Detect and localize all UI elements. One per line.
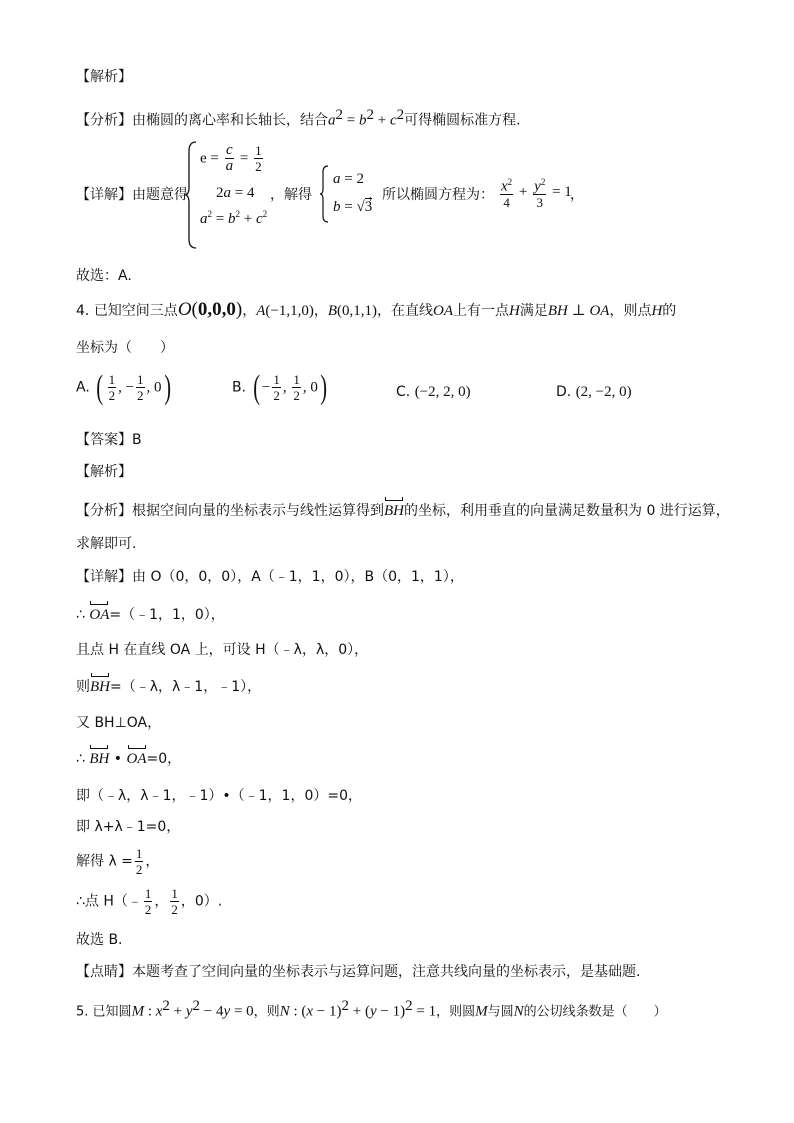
step-5: 又 BH⊥OA， <box>76 715 162 731</box>
q4-number: 4. <box>76 303 90 319</box>
detail-tag: 【详解】 <box>76 187 132 203</box>
step-text: 由 O（0，0，0），A（﹣1，1，0），B（0，1，1）， <box>132 569 464 585</box>
step-text: =0， <box>146 751 182 767</box>
sol-a: a = 2 <box>333 171 364 187</box>
step-text: 则 <box>76 679 90 695</box>
q4-stem: 4. 已知空间三点O(0,0,0)，A(−1,1,0)，B(0,1,1)，在直线OA上有一点H满足BH ⊥ OA，则点H的 <box>76 299 677 320</box>
q3-detail <box>76 139 756 251</box>
dianjing-text: 本题考查了空间向量的坐标表示与运算问题，注意共线向量的坐标表示，是基础题. <box>132 964 641 980</box>
analysis-text-end: 可得椭圆标准方程. <box>404 112 521 129</box>
step-10: ∴点 H（﹣ $\frac{1}{2}$ ， $\frac{1}{2}$ ，0）. <box>76 886 223 917</box>
q4-stem-line2: 坐标为（ ） <box>76 340 174 356</box>
q4-text: 上有一点 <box>453 303 509 319</box>
step-text: ，0）. <box>180 893 223 910</box>
option-d-label: D. <box>556 384 572 400</box>
step-11: 故选 B. <box>76 932 123 948</box>
q4-text: ，在直线 <box>377 303 433 319</box>
left-brace-icon <box>319 165 329 223</box>
q5-text: ，则 <box>253 1004 280 1020</box>
detail-mid: ，解得 <box>270 187 312 203</box>
q5-number: 5. <box>76 1004 89 1020</box>
detail-tag: 【详解】 <box>76 569 132 585</box>
analysis-text: 由椭圆的离心率和长轴长，结合 <box>132 112 328 129</box>
option-a[interactable]: A. ( $\frac{1}{2}$ , − $\frac{1}{2}$ , 0) <box>76 368 171 406</box>
step-2: ∴ OA=（﹣1，1，0）， <box>76 602 225 625</box>
option-c-label: C. <box>396 384 411 400</box>
analysis-text: 的坐标，利用垂直的向量满足数量积为 0 进行运算， <box>404 503 730 519</box>
q4-analysis: 【分析】根据空间向量的坐标表示与线性运算得到BH的坐标，利用垂直的向量满足数量积为 0 进行运算， <box>76 498 730 521</box>
detail-end: ， <box>570 187 584 203</box>
option-b-label: B. <box>232 379 247 396</box>
option-b[interactable]: B. ( − $\frac{1}{2}$ , $\frac{1}{2}$ , 0) <box>232 368 327 406</box>
dianjing-tag: 【点睛】 <box>76 964 132 980</box>
answer-line <box>76 430 142 450</box>
step-8: 即 λ+λ﹣1=0， <box>76 819 181 835</box>
step-9: 解得 λ = $\frac{1}{2}$ ， <box>76 846 160 877</box>
step-text: =（﹣1，1，0）， <box>109 607 225 623</box>
answer-value: B <box>132 432 142 448</box>
q3-analysis: 【分析】由椭圆的离心率和长轴长，结合$a^2 = b^2 + c^2$可得椭圆标准方程. <box>76 107 521 129</box>
section-label-jiexi: 【解析】 <box>76 464 132 480</box>
step-text: ， <box>154 893 169 910</box>
option-c[interactable]: C. (−2, 2, 0) <box>396 384 471 400</box>
detail-tail: ，所以椭圆方程为： <box>368 187 494 203</box>
q4-text: ，则点 <box>609 303 652 319</box>
step-4: 则BH=（﹣λ，λ﹣1，﹣1）， <box>76 674 261 697</box>
step-text: 解得 λ = <box>76 853 133 870</box>
step-1 <box>76 567 464 587</box>
analysis-tag: 【分析】 <box>76 503 132 519</box>
eq-major-axis: 2a = 4 <box>216 185 255 201</box>
option-d[interactable]: D. (2, −2, 0) <box>556 384 632 400</box>
q5-text: 与圆 <box>487 1004 514 1020</box>
q4-analysis-line2: 求解即可. <box>76 536 137 552</box>
section-label-jiexi: 【解析】 <box>76 69 132 85</box>
q5-text: 已知圆 <box>92 1004 132 1020</box>
q5-stem: 5. 已知圆M : $x^2 + y^2 - 4y = 0$，则N : $(x - 1)^2 + (y - 1)^2 = 1$，则圆M与圆N的公切线条数是（ ） <box>76 998 667 1020</box>
q4-text: 的 <box>662 303 677 319</box>
sol-b: b = √3 <box>333 199 373 215</box>
step-text: ， <box>145 853 160 870</box>
eq-eccentricity: e = $\frac{c}{a}$ = $\frac{1}{2}$ <box>200 142 262 174</box>
step-text: ∴点 H（﹣ <box>76 893 142 910</box>
q4-text: 满足 <box>519 303 548 319</box>
analysis-text: 根据空间向量的坐标表示与线性运算得到 <box>132 503 384 519</box>
option-a-label: A. <box>76 379 90 396</box>
left-brace-icon <box>184 141 198 249</box>
ellipse-equation: $\frac{x^2}{4}$ + $\frac{y^2}{3}$ = 1 <box>501 177 572 211</box>
step-3: 且点 H 在直线 OA 上，可设 H（﹣λ，λ，0）， <box>76 642 369 658</box>
q5-text: 的公切线条数是（ ） <box>523 1004 667 1020</box>
q5-text: ，则圆 <box>436 1004 476 1020</box>
step-6: ∴ BH • OA=0， <box>76 746 181 769</box>
answer-tag: 【答案】 <box>76 432 132 448</box>
analysis-tag: 【分析】 <box>76 112 132 129</box>
step-7: 即（﹣λ，λ﹣1，﹣1）•（﹣1，1，0）=0， <box>76 788 363 804</box>
eq-abc: $a^2 = b^2 + c^2$ <box>200 209 268 227</box>
q3-choose: 故选：A. <box>76 268 132 284</box>
detail-lead: 由题意得 <box>132 187 188 203</box>
dianjing <box>76 962 640 982</box>
step-text: =（﹣λ，λ﹣1，﹣1）， <box>110 679 262 695</box>
q4-text: 已知空间三点 <box>93 303 178 319</box>
